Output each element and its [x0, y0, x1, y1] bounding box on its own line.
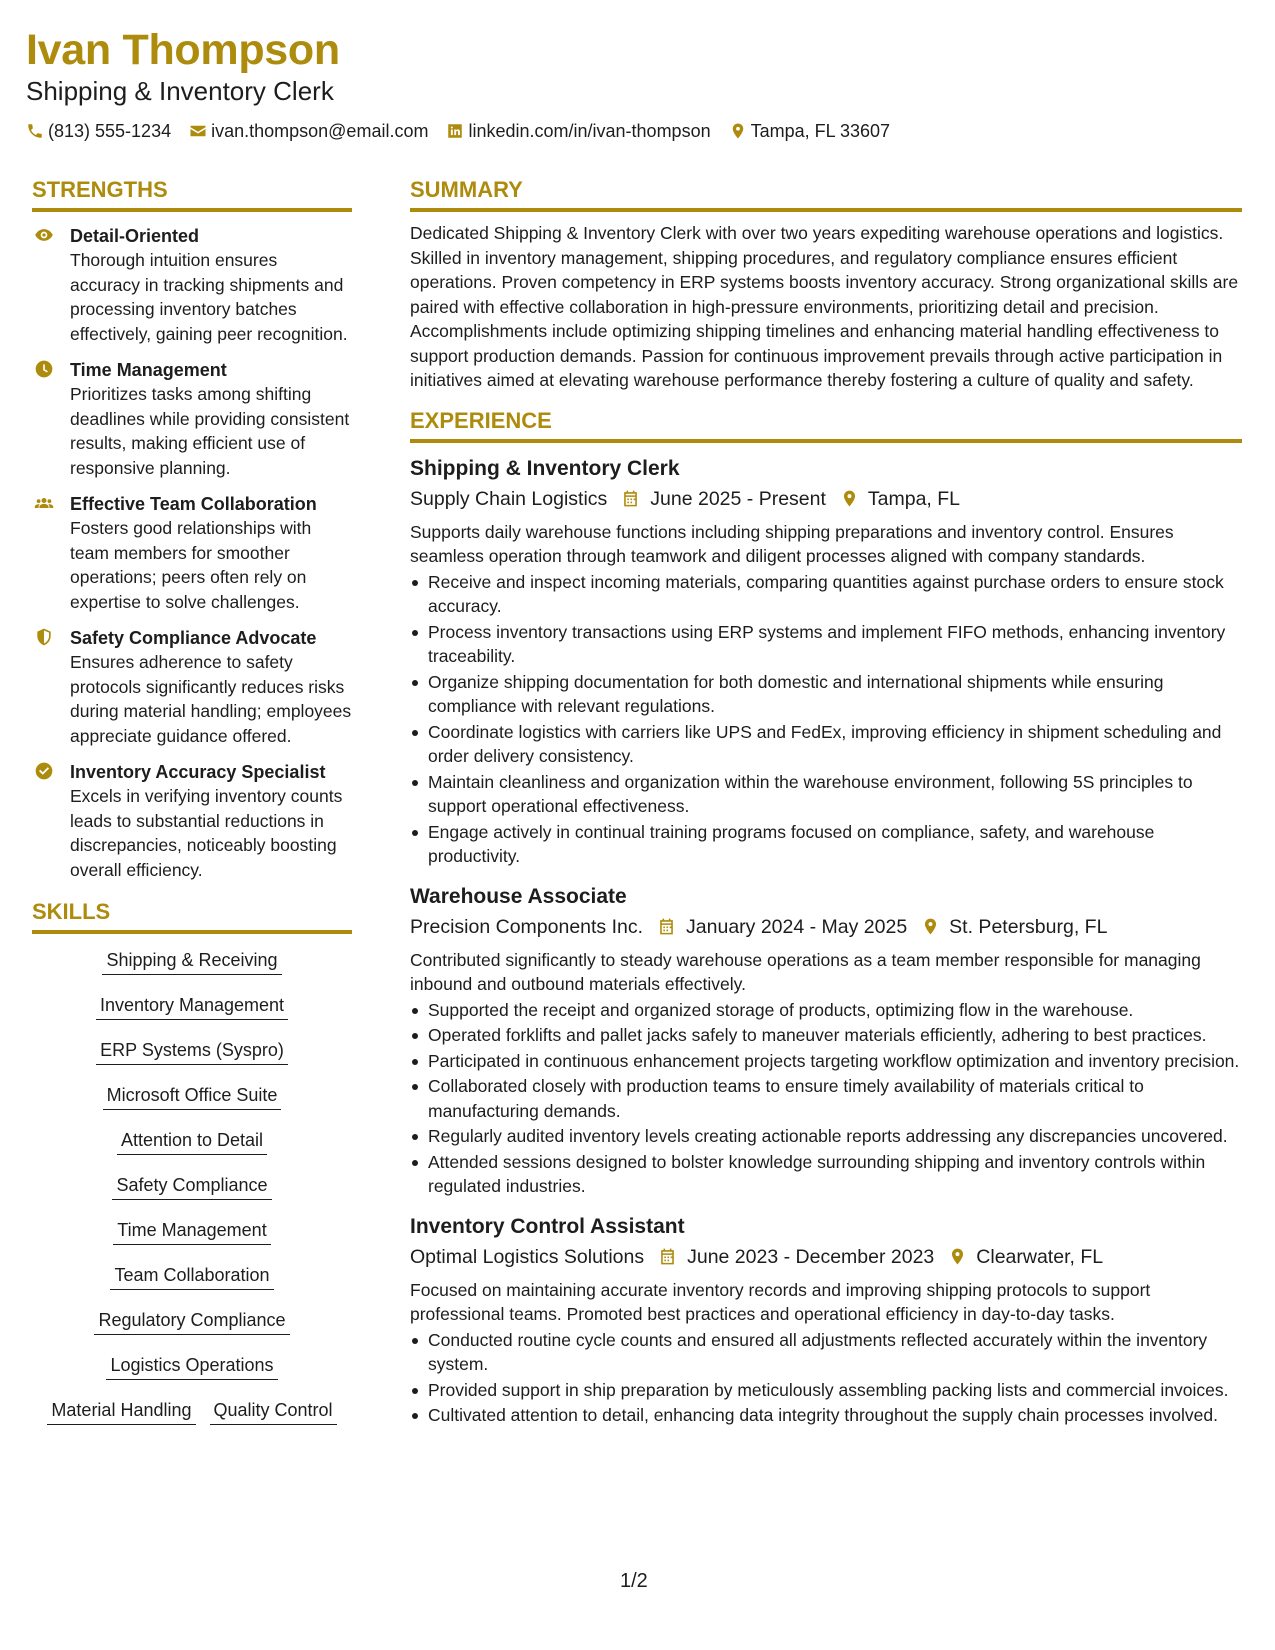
- skill-tag: Inventory Management: [96, 993, 288, 1020]
- strength-title: Safety Compliance Advocate: [70, 628, 317, 648]
- skill-tag: Microsoft Office Suite: [103, 1083, 282, 1110]
- bullet-item: Engage actively in continual training programs focused on compliance, safety, and warehouse productivity.: [410, 820, 1242, 869]
- job-description: Focused on maintaining accurate inventory records and improving shipping protocols to support professional teams. Promoted best practices and operational efficiency in day-to-day tasks.: [410, 1279, 1151, 1324]
- check-circle-icon: [34, 761, 54, 781]
- linkedin-text: linkedin.com/in/ivan-thompson: [468, 121, 711, 141]
- linkedin-icon: [446, 122, 464, 140]
- bullet-item: Organize shipping documentation for both domestic and international shipments while ensuring compliance with relevant regulations.: [410, 670, 1242, 719]
- job-dates: January 2024 - May 2025: [686, 915, 908, 938]
- strength-desc: Excels in verifying inventory counts leads to substantial reductions in discrepancies, noticeably boosting overall efficiency.: [70, 786, 343, 880]
- email-text: ivan.thompson@email.com: [211, 121, 429, 141]
- job-location: St. Petersburg, FL: [949, 915, 1108, 938]
- strength-item: [32, 492, 352, 614]
- job-description: Supports daily warehouse functions including shipping preparations and inventory control. Ensures seamless operation through teamwork and diligent processes aligned with company standards.: [410, 521, 1174, 566]
- skill-tag: Logistics Operations: [106, 1353, 277, 1380]
- bullet-item: Supported the receipt and organized storage of products, optimizing flow in the warehouse.: [410, 998, 1242, 1023]
- job-location: Clearwater, FL: [976, 1245, 1104, 1268]
- strength-item: [32, 760, 352, 882]
- contact-email[interactable]: [189, 119, 428, 143]
- bullet-item: Maintain cleanliness and organization within the warehouse environment, following 5S principles to support operational effectiveness.: [410, 770, 1242, 819]
- skill-tag: Attention to Detail: [117, 1128, 267, 1155]
- job-location: Tampa, FL: [867, 487, 961, 510]
- skill-tag: Material Handling: [47, 1398, 195, 1425]
- company-name: Supply Chain Logistics: [410, 487, 608, 510]
- skill-tag: Time Management: [113, 1218, 270, 1245]
- users-icon: [34, 493, 54, 513]
- experience-heading: EXPERIENCE: [410, 407, 1242, 443]
- skill-tag: ERP Systems (Syspro): [96, 1038, 288, 1065]
- phone-text: (813) 555-1234: [48, 121, 172, 141]
- contact-location: [729, 119, 890, 143]
- envelope-icon: [189, 122, 207, 140]
- job-entry: [410, 455, 1242, 869]
- summary-heading: SUMMARY: [410, 176, 1242, 212]
- strength-title: Effective Team Collaboration: [70, 494, 317, 514]
- strength-desc: Ensures adherence to safety protocols significantly reduces risks during material handling; employees appreciate guidance offered.: [70, 652, 352, 746]
- job-description: Contributed significantly to steady warehouse operations as a team member responsible for managing inbound and outbound materials effectively.: [410, 949, 1201, 994]
- strength-desc: Prioritizes tasks among shifting deadlines while providing consistent results, making efficient use of responsive planning.: [70, 384, 350, 478]
- contact-phone[interactable]: [26, 119, 171, 143]
- strengths-heading: STRENGTHS: [32, 176, 352, 212]
- bullet-item: Attended sessions designed to bolster knowledge surrounding shipping and inventory controls within regulated industries.: [410, 1150, 1242, 1199]
- map-pin-icon: [840, 489, 859, 508]
- job-title: Inventory Control Assistant: [410, 1214, 685, 1238]
- strength-item: [32, 358, 352, 480]
- job-title: Shipping & Inventory Clerk: [410, 456, 680, 480]
- skill-tag: Shipping & Receiving: [102, 948, 281, 975]
- job-meta: [410, 913, 1242, 941]
- job-bullets: [410, 1328, 1242, 1428]
- clock-icon: [34, 359, 54, 379]
- bullet-item: Cultivated attention to detail, enhancing data integrity throughout the supply chain processes involved.: [410, 1403, 1242, 1428]
- calendar-icon: [657, 917, 676, 936]
- job-bullets: [410, 570, 1242, 869]
- phone-icon: [26, 122, 44, 140]
- company-name: Optimal Logistics Solutions: [410, 1245, 645, 1268]
- calendar-icon: [621, 489, 640, 508]
- skill-tag: Safety Compliance: [112, 1173, 271, 1200]
- bullet-item: Process inventory transactions using ERP systems and implement FIFO methods, enhancing inventory traceability.: [410, 620, 1242, 669]
- left-column: [32, 176, 352, 1443]
- job-meta: [410, 1243, 1242, 1271]
- candidate-name: Ivan Thompson: [26, 26, 340, 74]
- eye-icon: [34, 225, 54, 245]
- job-meta: [410, 485, 1242, 513]
- skill-tag: Team Collaboration: [110, 1263, 273, 1290]
- calendar-icon: [658, 1247, 677, 1266]
- bullet-item: Conducted routine cycle counts and ensured all adjustments reflected accurately within the inventory system.: [410, 1328, 1242, 1377]
- job-dates: June 2023 - December 2023: [687, 1245, 935, 1268]
- bullet-item: Receive and inspect incoming materials, comparing quantities against purchase orders to ensure stock accuracy.: [410, 570, 1242, 619]
- strength-item: [32, 224, 352, 346]
- resume-header: [26, 24, 1246, 143]
- bullet-item: Participated in continuous enhancement projects targeting workflow optimization and inventory precision.: [410, 1049, 1242, 1074]
- map-pin-icon: [729, 122, 747, 140]
- summary-text: Dedicated Shipping & Inventory Clerk with over two years expediting warehouse operations and logistics. Skilled in inventory management, shipping procedures, and regulatory compliance ensures efficient operations. Proven competency in ERP systems boosts inventory accuracy. Strong organizational skills are paired with effective collaboration in high-pressure environments, prioritizing detail and precision. Accomplishments include optimizing shipping timelines and enhancing material handling effectiveness to support production demands. Passion for continuous improvement prevails through active participation in initiatives aimed at elevating warehouse performance thereby fostering a culture of quality and safety.: [410, 223, 1239, 390]
- bullet-item: Collaborated closely with production teams to ensure timely availability of materials critical to manufacturing demands.: [410, 1074, 1242, 1123]
- right-column: [410, 176, 1242, 1428]
- bullet-item: Provided support in ship preparation by meticulously assembling packing lists and commercial invoices.: [410, 1378, 1242, 1403]
- location-text: Tampa, FL 33607: [750, 121, 891, 141]
- strength-item: [32, 626, 352, 748]
- skills-list: [32, 948, 352, 1443]
- page-number: 1/2: [620, 1570, 648, 1592]
- bullet-item: Coordinate logistics with carriers like UPS and FedEx, improving efficiency in shipment scheduling and order delivery consistency.: [410, 720, 1242, 769]
- strength-desc: Fosters good relationships with team members for smoother operations; peers often rely on expertise to solve challenges.: [70, 518, 312, 612]
- contact-linkedin[interactable]: [446, 119, 710, 143]
- strength-desc: Thorough intuition ensures accuracy in tracking shipments and processing inventory batches effectively, gaining peer recognition.: [70, 250, 348, 344]
- strengths-list: [32, 224, 352, 882]
- bullet-item: Operated forklifts and pallet jacks safely to maneuver materials efficiently, adhering to best practices.: [410, 1023, 1242, 1048]
- shield-icon: [34, 627, 54, 647]
- map-pin-icon: [921, 917, 940, 936]
- skill-tag: Quality Control: [210, 1398, 337, 1425]
- strength-title: Time Management: [70, 360, 227, 380]
- strength-title: Inventory Accuracy Specialist: [70, 762, 326, 782]
- job-entry: [410, 1213, 1242, 1428]
- job-dates: June 2025 - Present: [650, 487, 826, 510]
- company-name: Precision Components Inc.: [410, 915, 644, 938]
- strength-title: Detail-Oriented: [70, 226, 200, 246]
- bullet-item: Regularly audited inventory levels creating actionable reports addressing any discrepancies uncovered.: [410, 1124, 1242, 1149]
- job-bullets: [410, 998, 1242, 1199]
- job-entry: [410, 883, 1242, 1199]
- map-pin-icon: [948, 1247, 967, 1266]
- skill-tag: Regulatory Compliance: [94, 1308, 289, 1335]
- candidate-title: Shipping & Inventory Clerk: [26, 76, 334, 106]
- skills-heading: SKILLS: [32, 898, 352, 934]
- job-title: Warehouse Associate: [410, 884, 627, 908]
- contact-bar: [26, 119, 1246, 143]
